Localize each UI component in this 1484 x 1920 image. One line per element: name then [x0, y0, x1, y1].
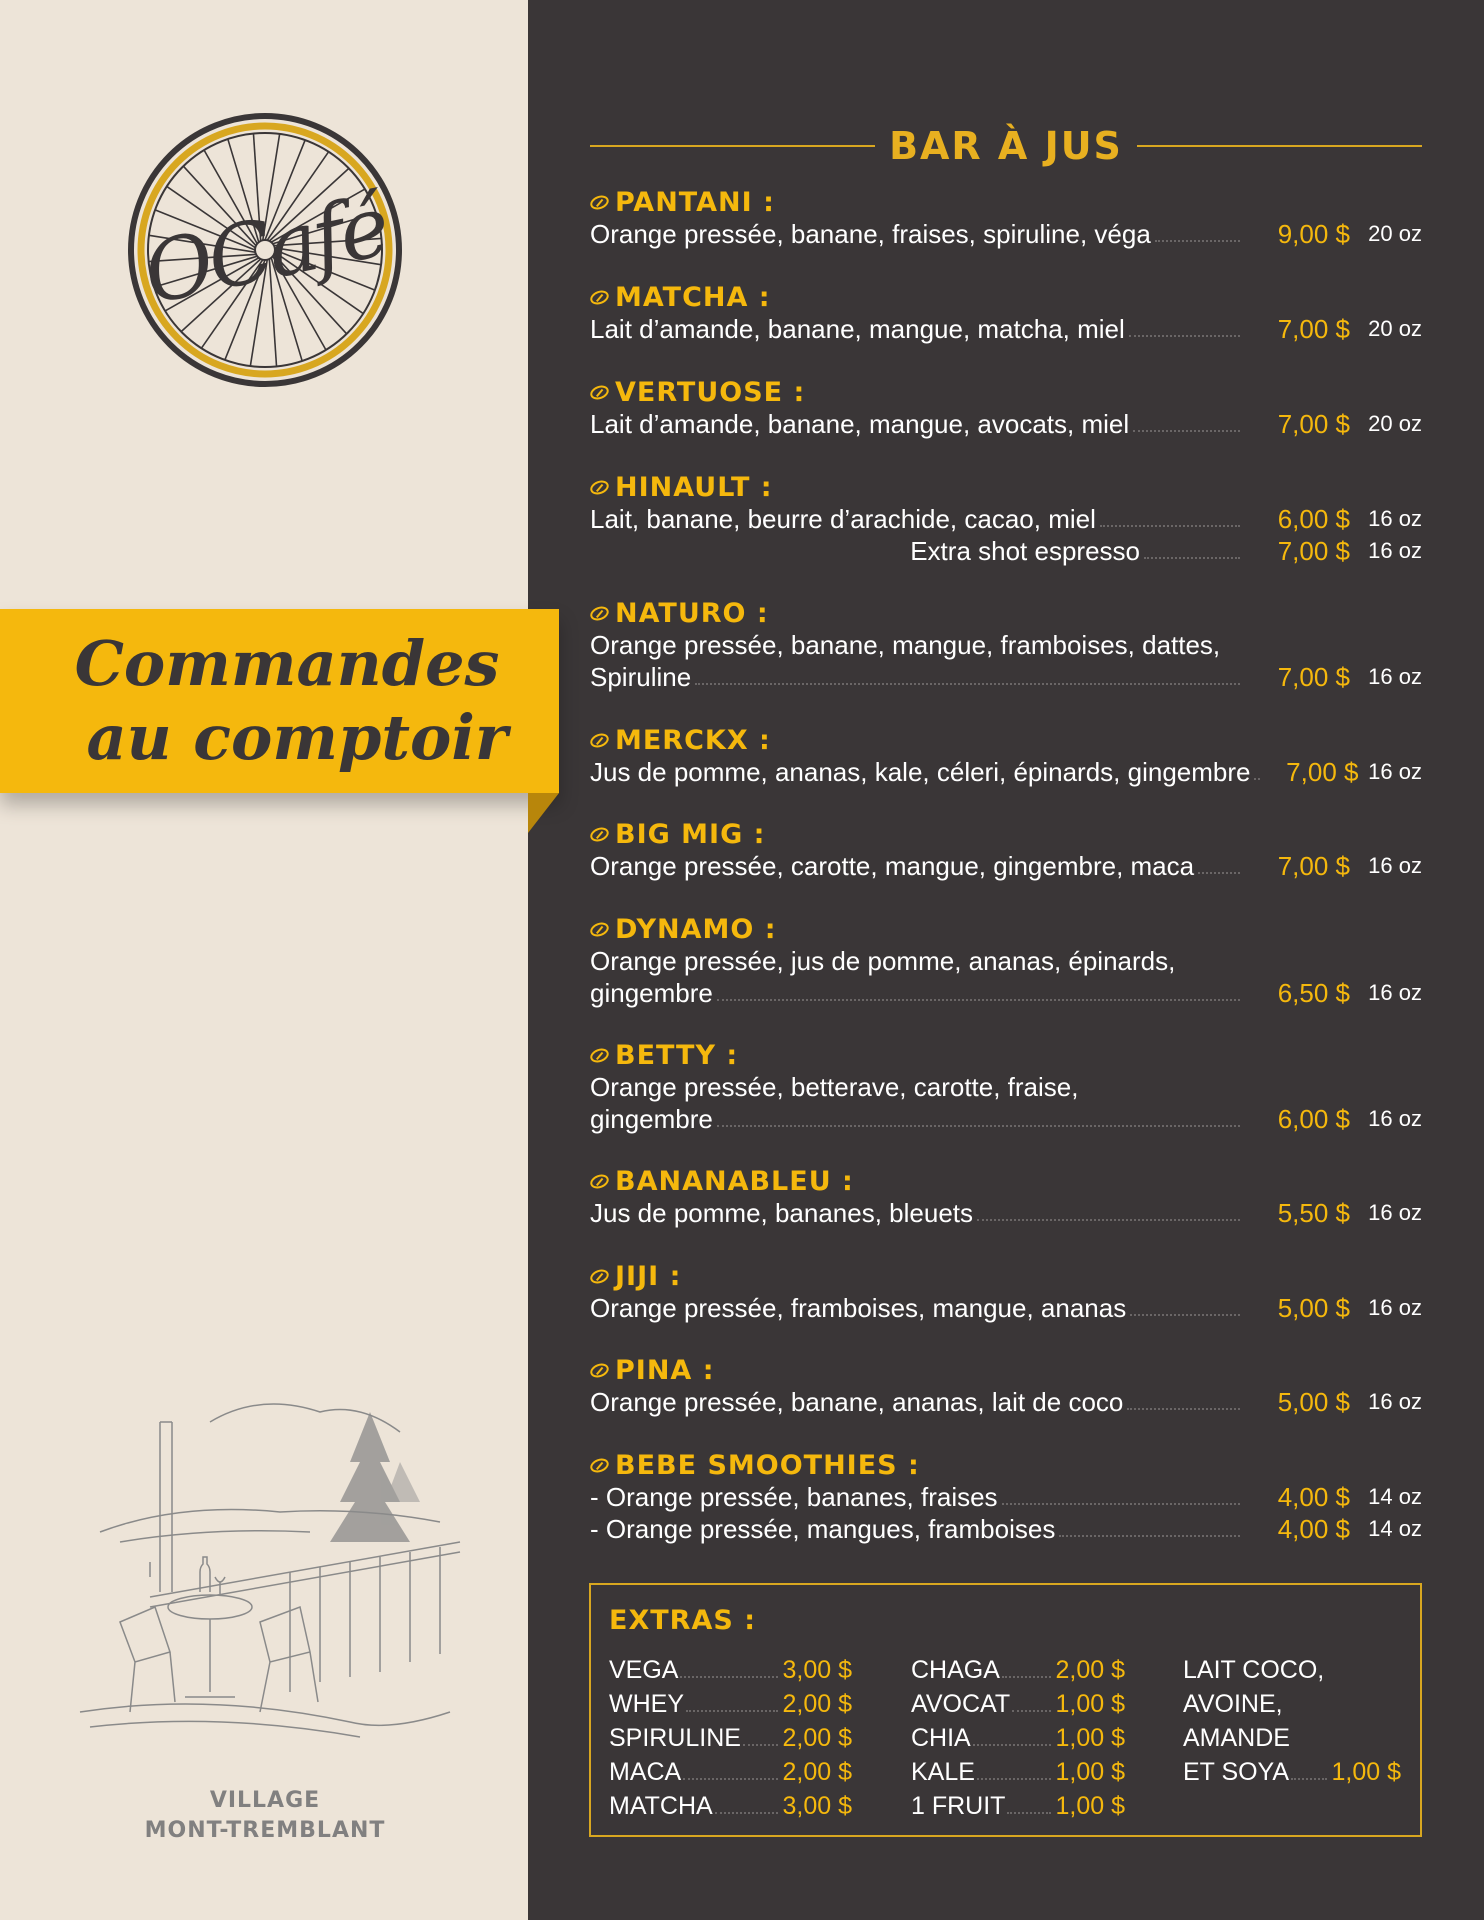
- extras-box: [589, 1583, 1422, 1837]
- menu-item-row: [590, 629, 1422, 661]
- extra-item: [911, 1653, 1125, 1687]
- milk-option-line: [1183, 1653, 1401, 1687]
- menu-item: [590, 1449, 1422, 1545]
- dot-leader: [1133, 430, 1240, 432]
- menu-item-name: [590, 913, 1422, 945]
- menu-item-description: Extra shot espresso: [910, 536, 1140, 566]
- menu-item: [590, 818, 1422, 882]
- banner-line-1: Commandes: [74, 627, 500, 700]
- menu-item-price: 4,00 $: [1277, 1482, 1350, 1512]
- coffee-bean-icon: [588, 920, 610, 939]
- extra-price: 1,00 $: [1055, 1758, 1125, 1786]
- menu-item-name: [590, 1165, 1422, 1197]
- dot-leader: [1254, 778, 1260, 780]
- menu-item-description: Lait d’amande, banane, mangue, matcha, miel: [590, 314, 1125, 344]
- extra-price: 3,00 $: [782, 1792, 852, 1820]
- menu-item-row: [590, 503, 1422, 535]
- menu-item-size: 16 oz: [1368, 759, 1422, 784]
- menu-item-name: [590, 597, 1422, 629]
- menu-item-description: Lait d’amande, banane, mangue, avocats, miel: [590, 409, 1130, 439]
- coffee-bean-icon: [588, 825, 610, 844]
- dot-leader: [1100, 525, 1240, 527]
- extra-name: MATCHA: [609, 1792, 713, 1820]
- menu-item: [590, 724, 1422, 788]
- extra-item: [609, 1789, 852, 1823]
- coffee-bean-icon: [588, 731, 610, 750]
- menu-item-description: gingembre: [590, 1104, 713, 1134]
- menu-item-title: MERCKX :: [615, 724, 771, 756]
- menu-item-row: [590, 756, 1422, 788]
- milk-option-text: AVOINE,: [1183, 1690, 1283, 1718]
- menu-item-description: Orange pressée, jus de pomme, ananas, épinards,: [590, 946, 1176, 976]
- menu-item-size: 16 oz: [1368, 1389, 1422, 1414]
- dot-leader: [1007, 1812, 1051, 1814]
- extra-item: [1183, 1755, 1401, 1789]
- menu-item-size: 16 oz: [1368, 1106, 1422, 1131]
- menu-item-description: - Orange pressée, mangues, framboises: [590, 1514, 1056, 1544]
- extra-item: [609, 1653, 852, 1687]
- menu-item-price: 6,00 $: [1277, 1104, 1350, 1134]
- extra-price: 1,00 $: [1331, 1758, 1401, 1786]
- menu-item: [590, 1260, 1422, 1324]
- menu-item-name: [590, 281, 1422, 313]
- extra-name: CHAGA: [911, 1656, 1000, 1684]
- extra-price: 1,00 $: [1055, 1690, 1125, 1718]
- menu-item: [590, 376, 1422, 440]
- menu-item-description: gingembre: [590, 978, 713, 1008]
- dot-leader: [1291, 1778, 1327, 1780]
- menu-item-size: 20 oz: [1368, 221, 1422, 246]
- menu-item-description: Lait, banane, beurre d’arachide, cacao, miel: [590, 504, 1096, 534]
- menu-item: [590, 1165, 1422, 1229]
- menu-item-name: [590, 724, 1422, 756]
- menu-item-size: 16 oz: [1368, 664, 1422, 689]
- menu-item-title: JIJI :: [615, 1260, 682, 1292]
- menu-title: BAR À JUS: [889, 124, 1123, 168]
- menu-item-size: 14 oz: [1368, 1516, 1422, 1541]
- menu-item-price: 7,00 $: [1277, 314, 1350, 344]
- extra-price: 2,00 $: [1055, 1656, 1125, 1684]
- extra-price: 2,00 $: [782, 1724, 852, 1752]
- menu-item-size: 16 oz: [1368, 538, 1422, 563]
- menu-item-title: NATURO :: [615, 597, 769, 629]
- extra-price: 2,00 $: [782, 1690, 852, 1718]
- menu-item-price: 6,00 $: [1277, 504, 1350, 534]
- header-rule-left: [590, 145, 875, 147]
- menu-item-price: 7,00 $: [1277, 536, 1350, 566]
- coffee-bean-icon: [588, 1172, 610, 1191]
- menu-item-price: 4,00 $: [1277, 1514, 1350, 1544]
- menu-item-size: 16 oz: [1368, 980, 1422, 1005]
- location-label: [110, 1786, 420, 1846]
- dot-leader: [1002, 1676, 1052, 1678]
- coffee-bean-icon: [588, 1361, 610, 1380]
- coffee-bean-icon: [588, 383, 610, 402]
- menu-item-title: PANTANI :: [615, 186, 775, 218]
- menu-item-description: Orange pressée, framboises, mangue, ananas: [590, 1293, 1127, 1323]
- header-rule-right: [1137, 145, 1422, 147]
- menu-item-description: - Orange pressée, bananes, fraises: [590, 1482, 998, 1512]
- dot-leader: [1127, 1408, 1240, 1410]
- menu-item-description: Orange pressée, betterave, carotte, fraise,: [590, 1072, 1079, 1102]
- extra-item: [911, 1687, 1125, 1721]
- menu-item-title: BIG MIG :: [615, 818, 766, 850]
- extra-name: AVOCAT: [911, 1690, 1011, 1718]
- menu-item-title: BETTY :: [615, 1039, 739, 1071]
- menu-item-price: 9,00 $: [1277, 219, 1350, 249]
- menu-item-size: 20 oz: [1368, 411, 1422, 436]
- menu-item-row: [590, 1197, 1422, 1229]
- extra-item: [911, 1755, 1125, 1789]
- menu-item-title: BEBE SMOOTHIES :: [615, 1449, 920, 1481]
- location-line-1: VILLAGE: [209, 1788, 321, 1813]
- menu-item-row: [590, 535, 1422, 567]
- extras-title: EXTRAS :: [609, 1605, 757, 1636]
- extra-name: MACA: [609, 1758, 682, 1786]
- extras-column-2: [911, 1653, 1125, 1823]
- banner-line-2: au comptoir: [86, 701, 508, 774]
- menu-item-description: Orange pressée, banane, fraises, spiruline, véga: [590, 219, 1151, 249]
- extra-item: [609, 1721, 852, 1755]
- dot-leader: [1198, 872, 1240, 874]
- menu-item-price: 7,00 $: [1286, 757, 1359, 787]
- menu-item-price: 7,00 $: [1277, 409, 1350, 439]
- milk-option-text: AMANDE: [1183, 1724, 1290, 1752]
- extra-name: 1 FRUIT: [911, 1792, 1006, 1820]
- dot-leader: [686, 1710, 778, 1712]
- extra-name: WHEY: [609, 1690, 684, 1718]
- extra-name: KALE: [911, 1758, 975, 1786]
- menu-item-row: [590, 850, 1422, 882]
- dot-leader: [1144, 557, 1240, 559]
- dot-leader: [973, 1744, 1052, 1746]
- menu-item-row: [590, 1292, 1422, 1324]
- coffee-bean-icon: [588, 604, 610, 623]
- menu-item-description: Spiruline: [590, 662, 692, 692]
- menu-item-title: VERTUOSE :: [615, 376, 806, 408]
- menu-item-size: 16 oz: [1368, 1295, 1422, 1320]
- extra-name: ET SOYA: [1183, 1758, 1290, 1786]
- menu-item-title: HINAULT :: [615, 471, 773, 503]
- banner-fold: [528, 793, 559, 833]
- menu-item-size: 16 oz: [1368, 853, 1422, 878]
- milk-option-text: LAIT COCO,: [1183, 1656, 1325, 1684]
- menu-item-description: Orange pressée, banane, mangue, framboises, dattes,: [590, 630, 1221, 660]
- menu-item: [590, 1354, 1422, 1418]
- menu-item-description: Jus de pomme, bananes, bleuets: [590, 1198, 974, 1228]
- dot-leader: [743, 1744, 779, 1746]
- menu-item-size: 20 oz: [1368, 316, 1422, 341]
- dot-leader: [695, 683, 1240, 685]
- menu-item-size: 14 oz: [1368, 1484, 1422, 1509]
- dot-leader: [715, 1812, 779, 1814]
- menu-item: [590, 471, 1422, 567]
- menu-item: [590, 913, 1422, 1009]
- menu-item-title: DYNAMO :: [615, 913, 777, 945]
- menu-header: [590, 120, 1422, 172]
- menu-item: [590, 281, 1422, 345]
- menu-item: [590, 186, 1422, 250]
- dot-leader: [717, 1125, 1240, 1127]
- menu-item-price: 5,00 $: [1277, 1387, 1350, 1417]
- dot-leader: [1002, 1503, 1240, 1505]
- coffee-bean-icon: [588, 1267, 610, 1286]
- menu-item-name: [590, 1039, 1422, 1071]
- menu-item-name: [590, 1449, 1422, 1481]
- menu-item-name: [590, 1354, 1422, 1386]
- menu-item-row: [590, 661, 1422, 693]
- menu-item-row: [590, 1071, 1422, 1103]
- menu-item-row: [590, 1103, 1422, 1135]
- extra-item: [609, 1755, 852, 1789]
- menu-item-price: 6,50 $: [1277, 978, 1350, 1008]
- extras-column-3: [1183, 1653, 1401, 1789]
- menu-item-row: [590, 945, 1422, 977]
- menu-item: [590, 597, 1422, 693]
- menu-item-price: 7,00 $: [1277, 662, 1350, 692]
- extra-name: SPIRULINE: [609, 1724, 741, 1752]
- menu-item-name: [590, 471, 1422, 503]
- cafe-logo: [127, 112, 403, 388]
- extra-name: VEGA: [609, 1656, 679, 1684]
- dot-leader: [1012, 1710, 1051, 1712]
- coffee-bean-icon: [588, 288, 610, 307]
- menu-item: [590, 1039, 1422, 1135]
- coffee-bean-icon: [588, 1456, 610, 1475]
- menu-item-price: 7,00 $: [1277, 851, 1350, 881]
- menu-item-description: Jus de pomme, ananas, kale, céleri, épinards, gingembre: [590, 757, 1251, 787]
- menu-item-title: BANANABLEU :: [615, 1165, 854, 1197]
- dot-leader: [680, 1676, 778, 1678]
- menu-item-name: [590, 1260, 1422, 1292]
- extra-item: [911, 1789, 1125, 1823]
- menu-item-description: Orange pressée, banane, ananas, lait de coco: [590, 1387, 1124, 1417]
- menu-item-row: [590, 977, 1422, 1009]
- extra-price: 2,00 $: [782, 1758, 852, 1786]
- location-line-2: MONT-TREMBLANT: [144, 1818, 386, 1843]
- menu-item-title: PINA :: [615, 1354, 715, 1386]
- milk-option-line: [1183, 1721, 1401, 1755]
- menu-item-size: 16 oz: [1368, 1200, 1422, 1225]
- dot-leader: [683, 1778, 778, 1780]
- terrace-sketch-illustration: [60, 1392, 470, 1742]
- extras-column-1: [609, 1653, 852, 1823]
- menu-item-row: [590, 1481, 1422, 1513]
- milk-option-line: [1183, 1687, 1401, 1721]
- logo-text: OCafé: [135, 176, 395, 324]
- menu-item-row: [590, 1386, 1422, 1418]
- menu-item-title: MATCHA :: [615, 281, 771, 313]
- extra-price: 3,00 $: [782, 1656, 852, 1684]
- menu-item-name: [590, 818, 1422, 850]
- dot-leader: [1129, 335, 1240, 337]
- menu-item-row: [590, 1513, 1422, 1545]
- menu-item-row: [590, 218, 1422, 250]
- coffee-bean-icon: [588, 1046, 610, 1065]
- left-panel: [0, 0, 528, 1920]
- dot-leader: [1155, 240, 1240, 242]
- extra-price: 1,00 $: [1055, 1792, 1125, 1820]
- coffee-bean-icon: [588, 193, 610, 212]
- menu-item-description: Orange pressée, carotte, mangue, gingembre, maca: [590, 851, 1195, 881]
- dot-leader: [717, 999, 1240, 1001]
- menu-item-name: [590, 376, 1422, 408]
- dot-leader: [977, 1219, 1240, 1221]
- extra-item: [911, 1721, 1125, 1755]
- order-at-counter-banner: [0, 609, 559, 793]
- menu-item-size: 16 oz: [1368, 506, 1422, 531]
- menu-item-price: 5,00 $: [1277, 1293, 1350, 1323]
- menu-item-row: [590, 313, 1422, 345]
- dot-leader: [1059, 1535, 1240, 1537]
- extra-price: 1,00 $: [1055, 1724, 1125, 1752]
- dot-leader: [1130, 1314, 1240, 1316]
- menu-item-price: 5,50 $: [1277, 1198, 1350, 1228]
- dot-leader: [977, 1778, 1052, 1780]
- coffee-bean-icon: [588, 478, 610, 497]
- menu-item-row: [590, 408, 1422, 440]
- extra-item: [609, 1687, 852, 1721]
- menu-item-name: [590, 186, 1422, 218]
- extra-name: CHIA: [911, 1724, 971, 1752]
